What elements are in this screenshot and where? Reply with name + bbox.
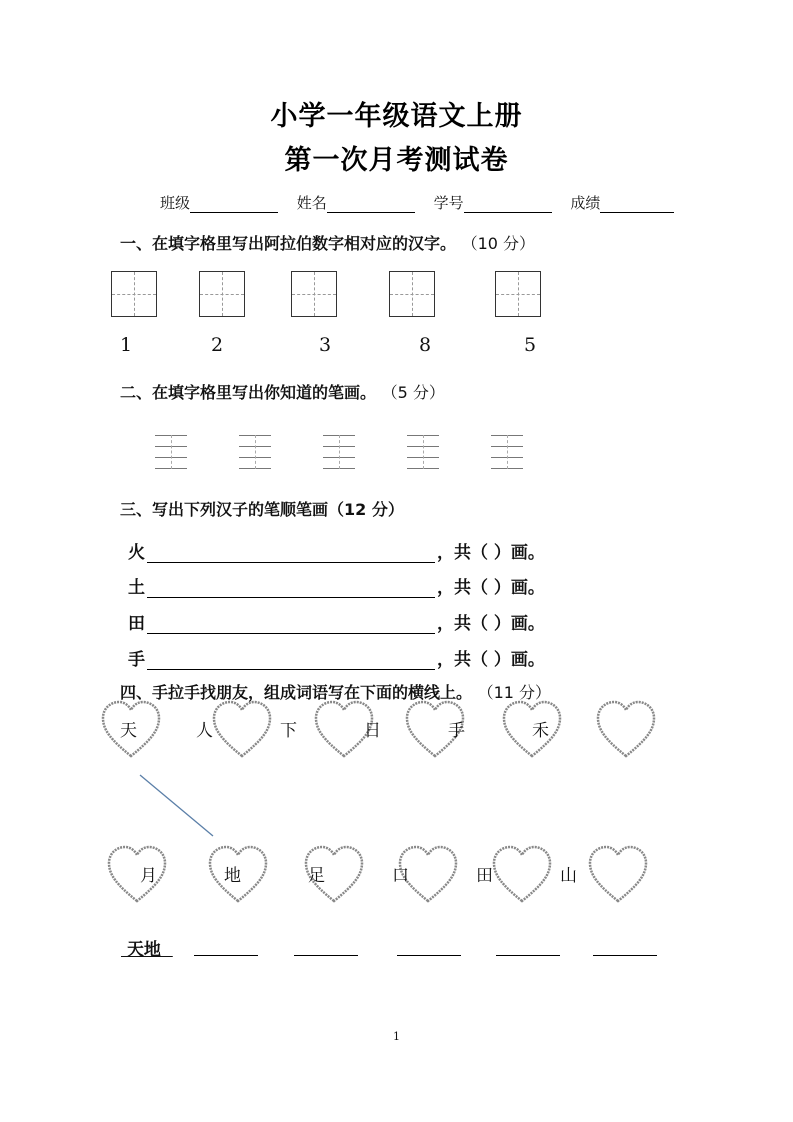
name-label: 姓名 — [296, 194, 327, 212]
stroke-writing-box[interactable] — [155, 435, 187, 469]
answer-blank[interactable] — [294, 955, 358, 956]
word-char-bottom[interactable]: 口 — [392, 866, 409, 886]
page-number: 1 — [393, 1030, 400, 1043]
stroke-writing-box[interactable] — [491, 435, 523, 469]
stroke-order-row — [128, 609, 545, 634]
stroke-order-blank[interactable] — [147, 545, 435, 563]
word-char-bottom[interactable]: 月 — [140, 866, 157, 886]
heart-icon — [107, 845, 167, 905]
stroke-writing-box[interactable] — [239, 435, 271, 469]
word-char-top[interactable]: 人 — [196, 721, 213, 741]
tian-grid-box[interactable] — [111, 271, 157, 317]
stroke-writing-box[interactable] — [407, 435, 439, 469]
stroke-char: 火 — [128, 543, 145, 563]
stroke-order-blank[interactable] — [147, 652, 435, 670]
stroke-char: 土 — [128, 578, 145, 598]
name-blank[interactable] — [327, 196, 415, 213]
section1-points: （10 分） — [461, 234, 536, 253]
number-label: 8 — [419, 334, 432, 356]
stroke-order-blank[interactable] — [147, 580, 435, 598]
stroke-count-text: ，共（ ）画。 — [437, 650, 545, 670]
word-char-top[interactable]: 手 — [448, 721, 465, 741]
student-info-row — [160, 192, 688, 213]
section4-points: （11 分） — [477, 683, 552, 702]
word-char-top[interactable]: 下 — [280, 721, 297, 741]
section2-points: （5 分） — [381, 383, 445, 402]
number-label: 5 — [524, 334, 537, 356]
score-blank[interactable] — [600, 196, 674, 213]
class-label: 班级 — [160, 194, 191, 212]
class-blank[interactable] — [190, 196, 278, 213]
stroke-char: 手 — [128, 650, 145, 670]
section2-heading — [120, 380, 445, 403]
section4-heading-text: 四、手拉手找朋友，组成词语写在下面的横线上。 — [120, 683, 473, 702]
stroke-order-blank[interactable] — [147, 616, 435, 634]
stroke-order-row — [128, 538, 545, 563]
id-blank[interactable] — [464, 196, 552, 213]
section1-heading-text: 一、在填字格里写出阿拉伯数字相对应的汉字。 — [120, 234, 457, 253]
stroke-count-text: ，共（ ）画。 — [437, 614, 545, 634]
heart-icon — [212, 700, 272, 760]
tian-grid-box[interactable] — [495, 271, 541, 317]
page-title-line1: 小学一年级语文上册 — [270, 101, 523, 132]
answer-blank[interactable] — [496, 955, 560, 956]
score-label: 成绩 — [570, 194, 601, 212]
number-label: 1 — [120, 334, 133, 356]
heart-icon — [492, 845, 552, 905]
stroke-writing-box[interactable] — [323, 435, 355, 469]
score-field[interactable] — [570, 192, 674, 213]
section2-heading-text: 二、在填字格里写出你知道的笔画。 — [120, 383, 377, 402]
stroke-order-row — [128, 645, 545, 670]
word-char-bottom[interactable]: 地 — [224, 866, 241, 886]
number-label: 3 — [319, 334, 332, 356]
word-char-bottom[interactable]: 足 — [308, 866, 325, 886]
section1-heading — [120, 231, 535, 254]
stroke-count-text: ，共（ ）画。 — [437, 578, 545, 598]
tian-grid-box[interactable] — [291, 271, 337, 317]
example-answer: 天地 — [121, 940, 173, 960]
answer-blank[interactable] — [194, 955, 258, 956]
heart-icon — [596, 700, 656, 760]
connector-line — [135, 770, 220, 842]
id-label: 学号 — [433, 194, 464, 212]
number-label: 2 — [211, 334, 224, 356]
word-char-top[interactable]: 日 — [364, 721, 381, 741]
heart-icon — [588, 845, 648, 905]
answer-blank[interactable] — [593, 955, 657, 956]
tian-grid-box[interactable] — [389, 271, 435, 317]
id-field[interactable] — [434, 192, 552, 213]
word-char-bottom[interactable]: 田 — [476, 866, 493, 886]
section3-heading: 三、写出下列汉子的笔顺笔画（12 分） — [120, 500, 404, 519]
stroke-char: 田 — [128, 614, 145, 634]
class-field[interactable] — [160, 192, 278, 213]
page-title-line2: 第一次月考测试卷 — [284, 145, 509, 176]
name-field[interactable] — [297, 192, 415, 213]
stroke-count-text: ，共（ ）画。 — [437, 543, 545, 563]
word-char-bottom[interactable]: 山 — [560, 866, 577, 886]
tian-grid-box[interactable] — [199, 271, 245, 317]
word-char-top[interactable]: 禾 — [532, 721, 549, 741]
stroke-order-row — [128, 573, 545, 598]
word-char-top[interactable]: 天 — [120, 721, 137, 741]
answer-blank[interactable] — [397, 955, 461, 956]
